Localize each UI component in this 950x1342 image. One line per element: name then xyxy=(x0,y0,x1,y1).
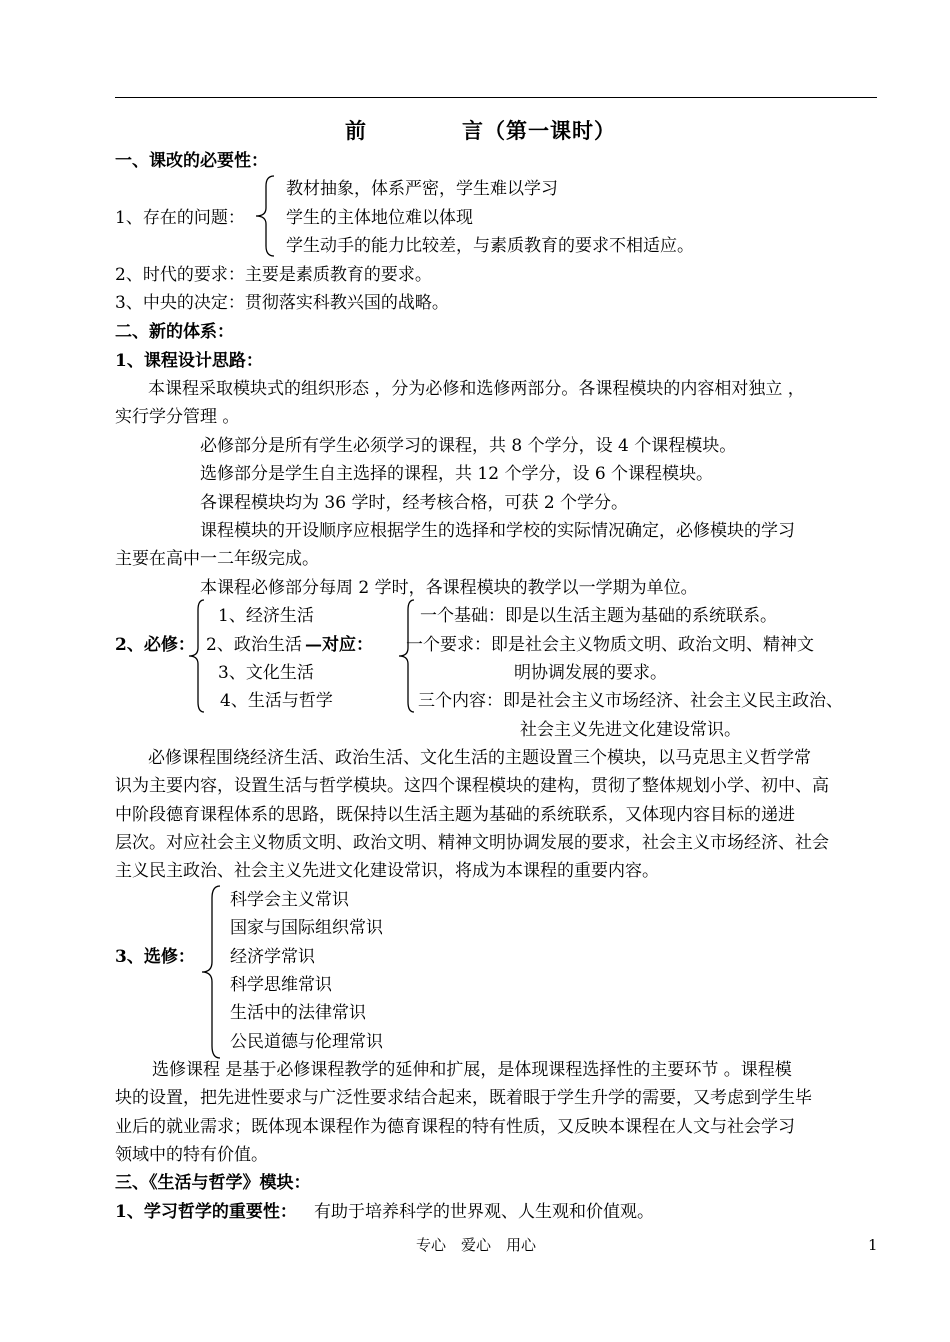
problem-label: 1、存在的问题： xyxy=(115,208,245,228)
central-decision: 3、中央的决定：贯彻落实科教兴国的战略。 xyxy=(115,293,449,313)
correspondence-line: 明协调发展的要求。 xyxy=(514,663,667,683)
paragraph-line: 本课程采取模块式的组织形态 ，分为必修和选修两部分。各课程模块的内容相对独立 ， xyxy=(148,379,805,399)
header-rule xyxy=(115,97,877,98)
problem-item: 学生的主体地位难以体现 xyxy=(286,208,473,228)
module-item: 1、经济生活 xyxy=(218,606,314,626)
paragraph-line: 课程模块的开设顺序应根据学生的选择和学校的实际情况确定，必修模块的学习 xyxy=(200,521,795,541)
elective-item: 科学会主义常识 xyxy=(230,890,349,910)
era-requirement: 2、时代的要求：主要是素质教育的要求。 xyxy=(115,265,432,285)
correspondence-line: 社会主义先进文化建设常识。 xyxy=(520,720,741,740)
paragraph-line: 业后的就业需求；既体现本课程作为德育课程的特有性质，又反映本课程在人文与社会学习 xyxy=(115,1117,795,1137)
paragraph-line: 必修部分是所有学生必须学习的课程，共 8 个学分，设 4 个课程模块。 xyxy=(200,436,737,456)
paragraph-line: 选修课程 是基于必修课程教学的延伸和扩展，是体现课程选择性的主要环节 。课程模 xyxy=(152,1060,792,1080)
title-right: 言（第一课时） xyxy=(462,118,616,143)
paragraph-line: 层次。对应社会主义物质文明、政治文明、精神文明协调发展的要求，社会主义市场经济、社会 xyxy=(115,833,829,853)
paragraph-line: 主义民主政治、社会主义先进文化建设常识，将成为本课程的重要内容。 xyxy=(115,861,659,881)
correspond-label: —对应： xyxy=(305,635,373,655)
problem-brace xyxy=(252,174,282,258)
section2-heading: 二、新的体系： xyxy=(115,322,234,342)
elective-item: 经济学常识 xyxy=(230,947,315,967)
page-number: 1 xyxy=(868,1236,878,1254)
elective-item: 国家与国际组织常识 xyxy=(230,918,383,938)
paragraph-line: 块的设置，把先进性要求与广泛性要求结合起来，既着眼于学生升学的需要，又考虑到学生毕 xyxy=(115,1088,812,1108)
section1-heading: 一、课改的必要性： xyxy=(115,151,268,171)
problem-item: 学生动手的能力比较差，与素质教育的要求不相适应。 xyxy=(286,236,694,256)
correspondence-line: 一个要求：即是社会主义物质文明、政治文明、精神文 xyxy=(406,635,814,655)
title-left: 前 xyxy=(345,118,367,143)
importance-label: 1、学习哲学的重要性： xyxy=(115,1202,297,1222)
section3-heading: 三、《生活与哲学》模块： xyxy=(115,1173,311,1193)
footer-motto: 专心 爱心 用心 xyxy=(416,1236,537,1254)
paragraph-line: 领域中的特有价值。 xyxy=(115,1145,268,1165)
correspondence-brace xyxy=(396,598,418,714)
correspondence-line: 一个基础：即是以生活主题为基础的系统联系。 xyxy=(420,606,777,626)
elective-label: 3、选修： xyxy=(115,947,195,967)
required-label: 2、必修： xyxy=(115,635,195,655)
elective-item: 科学思维常识 xyxy=(230,975,332,995)
elective-item: 生活中的法律常识 xyxy=(230,1003,366,1023)
paragraph-line: 必修课程围绕经济生活、政治生活、文化生活的主题设置三个模块，以马克思主义哲学常 xyxy=(148,748,811,768)
paragraph-line: 本课程必修部分每周 2 学时，各课程模块的教学以一学期为单位。 xyxy=(200,578,698,598)
problem-item: 教材抽象，体系严密，学生难以学习 xyxy=(286,179,558,199)
paragraph-line: 中阶段德育课程体系的思路，既保持以生活主题为基础的系统联系，又体现内容目标的递进 xyxy=(115,805,795,825)
correspondence-line: 三个内容：即是社会主义市场经济、社会主义民主政治、 xyxy=(418,691,843,711)
paragraph-line: 各课程模块均为 36 学时，经考核合格，可获 2 个学分。 xyxy=(200,493,629,513)
module-item: 4、生活与哲学 xyxy=(220,691,333,711)
importance-text: 有助于培养科学的世界观、人生观和价值观。 xyxy=(314,1202,654,1222)
paragraph-line: 主要在高中一二年级完成。 xyxy=(115,549,319,569)
design-heading: 1、课程设计思路： xyxy=(115,351,263,371)
electives-brace xyxy=(198,884,224,1060)
paragraph-line: 识为主要内容，设置生活与哲学模块。这四个课程模块的建构，贯彻了整体规划小学、初中、高 xyxy=(115,776,829,796)
module-item: 2、政治生活 xyxy=(206,635,302,655)
paragraph-line: 选修部分是学生自主选择的课程，共 12 个学分，设 6 个课程模块。 xyxy=(200,464,714,484)
modules-brace xyxy=(186,598,208,714)
elective-item: 公民道德与伦理常识 xyxy=(230,1032,383,1052)
module-item: 3、文化生活 xyxy=(218,663,314,683)
paragraph-line: 实行学分管理 。 xyxy=(115,407,240,427)
